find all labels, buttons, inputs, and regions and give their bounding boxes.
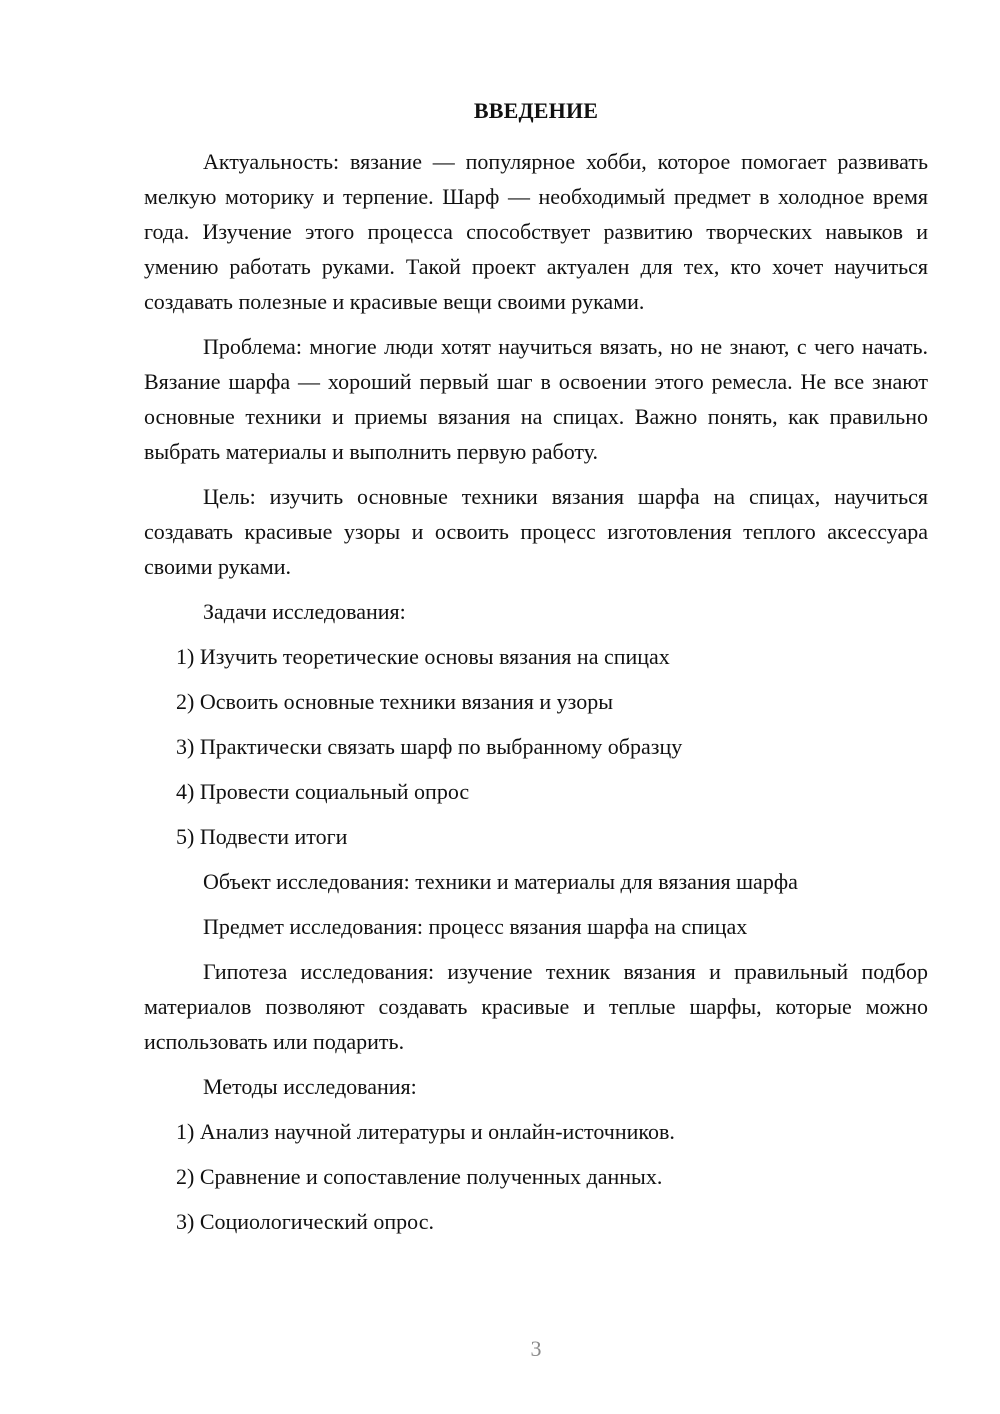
section-title: ВВЕДЕНИЕ [473, 98, 599, 123]
tasks-heading: Задачи исследования: [203, 599, 406, 624]
relevance-paragraph: Актуальность: вязание — популярное хобби, которое помогает развивать мелкую моторику и терпение. Шарф — необходимый предмет в холодное время года. Изучение этого процесса способствует развитию творческих навыков и умению работать руками. Такой проект актуален для тех, кто хочет научиться создавать полезные и красивые вещи своими руками. [144, 149, 928, 314]
list-item: 2) Сравнение и сопоставление полученных данных. [176, 1164, 663, 1189]
list-item: 5) Подвести итоги [176, 824, 348, 849]
document-body [144, 144, 928, 1249]
page-number: 3 [530, 1336, 542, 1361]
goal-paragraph: Цель: изучить основные техники вязания шарфа на спицах, научиться создавать красивые узоры и освоить процесс изготовления теплого аксессуара своими руками. [144, 484, 928, 579]
subject-paragraph: Предмет исследования: процесс вязания шарфа на спицах [203, 914, 748, 939]
tasks-list [144, 639, 928, 854]
list-item: 1) Анализ научной литературы и онлайн-источников. [176, 1119, 675, 1144]
methods-list [144, 1114, 928, 1239]
methods-heading: Методы исследования: [203, 1074, 417, 1099]
hypothesis-paragraph: Гипотеза исследования: изучение техник вязания и правильный подбор материалов позволяют создавать красивые и теплые шарфы, которые можно использовать или подарить. [144, 959, 928, 1054]
object-paragraph: Объект исследования: техники и материалы для вязания шарфа [203, 869, 798, 894]
list-item: 2) Освоить основные техники вязания и узоры [176, 689, 613, 714]
list-item: 3) Социологический опрос. [176, 1209, 434, 1234]
list-item: 1) Изучить теоретические основы вязания на спицах [176, 644, 670, 669]
list-item: 4) Провести социальный опрос [176, 779, 470, 804]
problem-paragraph: Проблема: многие люди хотят научиться вязать, но не знают, с чего начать. Вязание шарфа — хороший первый шаг в освоении этого ремесла. Не все знают основные техники и приемы вязания на спицах. Важно понять, как правильно выбрать материалы и выполнить первую работу. [144, 334, 928, 464]
list-item: 3) Практически связать шарф по выбранному образцу [176, 734, 683, 759]
